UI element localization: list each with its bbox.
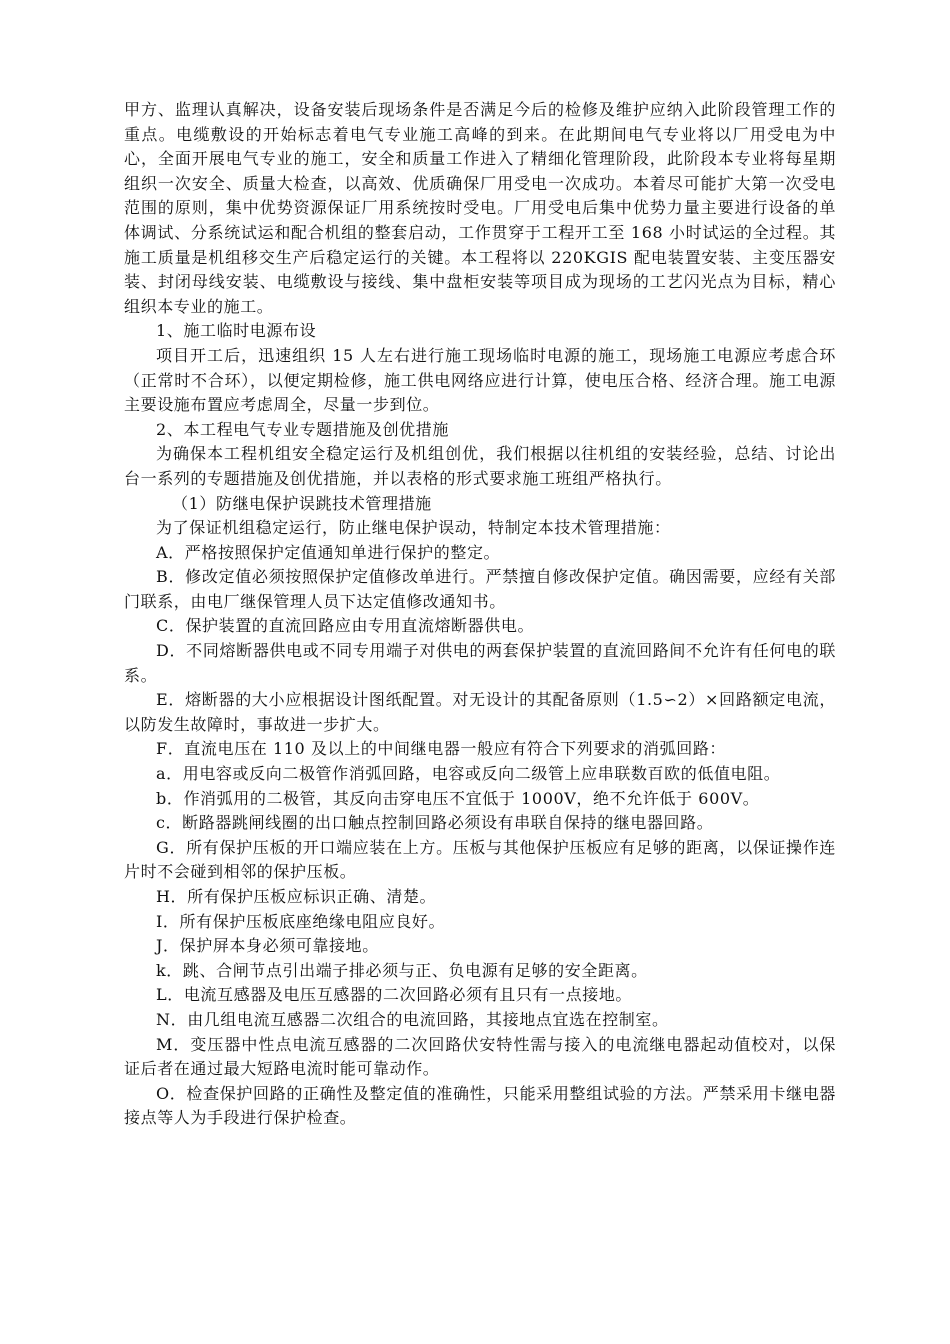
sublist-item-b: b．作消弧用的二极管，其反向击穿电压不宜低于 1000V，绝不允许低于 600V。 <box>156 788 760 808</box>
document-body <box>124 98 836 1131</box>
sublist-item-c: c．断路器跳闸线圈的出口触点控制回路必须设有串联自保持的继电器回路。 <box>156 813 714 833</box>
list-item-j: J．保护屏本身必须可靠接地。 <box>156 936 379 956</box>
heading-temporary-power: 1、施工临时电源布设 <box>156 321 317 341</box>
list-item-e: E．熔断器的大小应根据设计图纸配置。对无设计的其配备原则（1.5∽2）×回路额定电流，以防发生故障时，事故进一步扩大。 <box>124 690 836 734</box>
list-item-a: A．严格按照保护定值通知单进行保护的整定。 <box>156 542 501 562</box>
paragraph-temporary-power: 项目开工后，迅速组织 15 人左右进行施工现场临时电源的施工，现场施工电源应考虑合环（正常时不合环），以便定期检修，施工供电网络应进行计算，使电压合格、经济合理。施工电源主要设施布置应考虑周全，尽量一步到位。 <box>124 345 836 415</box>
heading-relay-protection: （1）防继电保护误跳技术管理措施 <box>172 493 432 513</box>
list-item-d: D．不同熔断器供电或不同专用端子对供电的两套保护装置的直流回路间不允许有任何电的联系。 <box>124 641 836 685</box>
list-item-f: F．直流电压在 110 及以上的中间继电器一般应有符合下列要求的消弧回路： <box>156 739 727 759</box>
list-item-h: H．所有保护压板应标识正确、清楚。 <box>156 887 437 906</box>
list-item-m: M．变压器中性点电流互感器的二次回路伏安特性需与接入的电流继电器起动值校对，以保证后者在通过最大短路电流时能可靠动作。 <box>124 1034 836 1079</box>
list-item-c: C．保护装置的直流回路应由专用直流熔断器供电。 <box>156 616 535 636</box>
list-item-l: L．电流互感器及电压互感器的二次回路必须有且只有一点接地。 <box>156 985 633 1005</box>
paragraph-relay-intro: 为了保证机组稳定运行，防止继电保护误动，特制定本技术管理措施： <box>156 518 671 538</box>
list-item-n: N．由几组电流互感器二次组合的电流回路，其接地点宜选在控制室。 <box>156 1009 669 1029</box>
sublist-item-a: a．用电容或反向二极管作消弧回路，电容或反向二级管上应串联数百欧的低值电阻。 <box>156 764 781 784</box>
list-item-i: I．所有保护压板底座绝缘电阻应良好。 <box>156 911 446 931</box>
list-item-g: G．所有保护压板的开口端应装在上方。压板与其他保护压板应有足够的距离，以保证操作连片时不会碰到相邻的保护压板。 <box>124 837 836 882</box>
list-item-o: O．检查保护回路的正确性及整定值的准确性，只能采用整组试验的方法。严禁采用卡继电器接点等人为手段进行保护检查。 <box>124 1083 836 1128</box>
paragraph-special-measures: 为确保本工程机组安全稳定运行及机组创优，我们根据以往机组的安装经验，总结、讨论出台一系列的专题措施及创优措施，并以表格的形式要求施工班组严格执行。 <box>124 444 836 488</box>
paragraph-intro: 甲方、监理认真解决，设备安装后现场条件是否满足今后的检修及维护应纳入此阶段管理工作的重点。电缆敷设的开始标志着电气专业施工高峰的到来。在此期间电气专业将以厂用受电为中心，全面开展电气专业的施工，安全和质量工作进入了精细化管理阶段，此阶段本专业将每星期组织一次安全、质量大检查，以高效、优质确保厂用受电一次成功。本着尽可能扩大第一次受电范围的原则，集中优势资源保证厂用系统按时受电。厂用受电后集中优势力量主要进行设备的单体调试、分系统试运和配合机组的整套启动，工作贯穿于工程开工至 168 小时试运的全过程。其施工质量是机组移交生产后稳定运行的关键。本工程将以 220KGIS 配电装置安装、主变压器安装、封闭母线安装、电缆敷设与接线、集中盘柜安装等项目成为现场的工艺闪光点为目标，精心组织本专业的施工。 <box>124 100 836 316</box>
heading-special-measures: 2、本工程电气专业专题措施及创优措施 <box>156 419 449 439</box>
list-item-k: k．跳、合闸节点引出端子排必须与正、负电源有足够的安全距离。 <box>156 960 648 980</box>
list-item-b: B．修改定值必须按照保护定值修改单进行。严禁擅自修改保护定值。确因需要，应经有关部门联系，由电厂继保管理人员下达定值修改通知书。 <box>124 567 836 611</box>
